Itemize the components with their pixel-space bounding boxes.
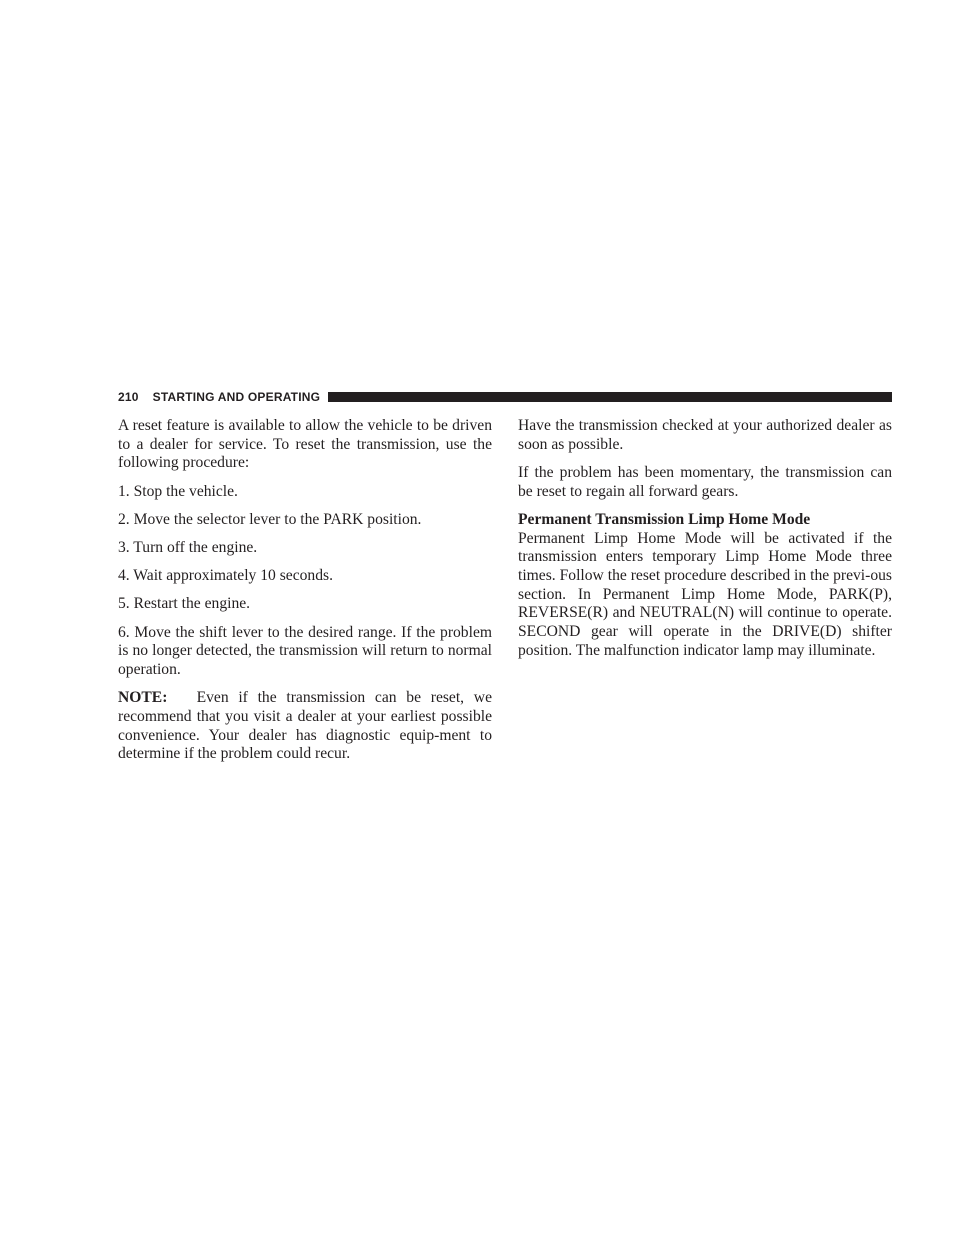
step-3: 3. Turn off the engine.	[118, 539, 258, 557]
step-5: 5. Restart the engine.	[118, 595, 251, 613]
permanent-limp-section	[518, 511, 892, 661]
note-label: NOTE:	[118, 689, 168, 707]
header-rule	[328, 392, 892, 402]
note-text: Even if the transmission can be reset, we recommend that you visit a dealer at your earliest possible convenience. Your dealer has diagnostic equip-ment to determine if the problem could recur.	[118, 689, 492, 763]
left-column	[118, 417, 492, 774]
page-number: 210	[118, 390, 139, 404]
note-paragraph	[118, 689, 492, 764]
intro-paragraph: A reset feature is available to allow the vehicle to be driven to a dealer for service. To reset the transmission, use the following procedure:	[118, 417, 492, 472]
step-4: 4. Wait approximately 10 seconds.	[118, 567, 333, 585]
permanent-limp-text: Permanent Limp Home Mode will be activated if the transmission enters temporary Limp Home Mode three times. Follow the reset procedure described in the previ-ous section. In Permanent Limp Home Mode, PARK(P), REVERSE(R) and NEUTRAL(N) will continue to operate. SECOND gear will operate in the DRIVE(D) shifter position. The malfunction indicator lamp may illuminate.	[518, 529, 892, 659]
right-column	[518, 417, 892, 660]
permanent-limp-heading: Permanent Transmission Limp Home Mode	[518, 510, 811, 528]
checked-paragraph: Have the transmission checked at your authorized dealer as soon as possible.	[518, 417, 892, 453]
page-header	[118, 390, 892, 404]
momentary-paragraph: If the problem has been momentary, the transmission can be reset to regain all forward gears.	[518, 463, 892, 500]
step-2: 2. Move the selector lever to the PARK position.	[118, 510, 422, 528]
step-6: 6. Move the shift lever to the desired range. If the problem is no longer detected, the transmission will return to normal operation.	[118, 623, 492, 679]
step-1: 1. Stop the vehicle.	[118, 482, 238, 500]
section-title: STARTING AND OPERATING	[152, 390, 321, 404]
